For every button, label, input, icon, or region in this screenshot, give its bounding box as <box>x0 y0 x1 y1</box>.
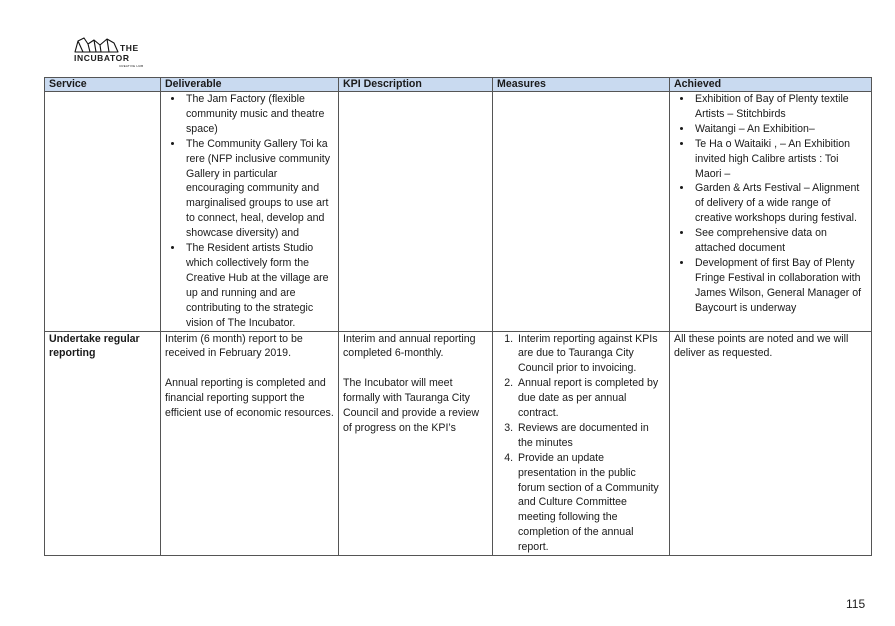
header-kpi-description: KPI Description <box>339 78 493 92</box>
row2-service: Undertake regular reporting <box>45 331 161 556</box>
row2-deliverable <box>161 331 339 556</box>
list-item: • Exhibition of Bay of Plenty textile Artists – Stitchbirds <box>693 92 867 122</box>
list-item: • Waitangi – An Exhibition– <box>693 122 867 137</box>
row2-deliverable-para: Interim (6 month) report to be received in February 2019. <box>165 332 303 360</box>
house-outline-icon <box>74 36 120 54</box>
row1-achieved-list <box>674 92 867 316</box>
row1-measures <box>493 92 670 332</box>
list-item: 2. Annual report is completed by due date as per annual contract. <box>516 376 665 421</box>
kpi-table <box>44 77 872 556</box>
row2-kpi-para: Interim and annual reporting completed 6-monthly. <box>343 332 476 360</box>
table-row <box>45 331 872 556</box>
row2-kpi-para: The Incubator will meet formally with Tauranga City Council and provide a review of progress on the KPI’s <box>343 377 480 434</box>
row1-achieved <box>670 92 872 332</box>
logo-word-incubator: INCUBATOR <box>74 53 130 63</box>
list-item: • See comprehensive data on attached document <box>693 226 867 256</box>
list-item: 1. Interim reporting against KPIs are due to Tauranga City Council prior to invoicing. <box>516 332 665 377</box>
logo-word-the: THE <box>120 43 139 53</box>
row2-measures-list <box>497 332 665 556</box>
header-measures: Measures <box>493 78 670 92</box>
row2-deliverable-para: Annual reporting is completed and financial reporting support the efficient use of economic resources. <box>165 377 334 420</box>
page-number: 115 <box>846 597 866 611</box>
list-item: • Development of first Bay of Plenty Fringe Festival in collaboration with James Wilson, General Manager of Baycourt is underway <box>693 256 867 316</box>
table-row <box>45 92 872 332</box>
header-achieved: Achieved <box>670 78 872 92</box>
list-item: • Garden & Arts Festival – Alignment of delivery of a wide range of creative workshops during festival. <box>693 181 867 226</box>
header-service: Service <box>45 78 161 92</box>
row1-deliverable <box>161 92 339 332</box>
row2-achieved: All these points are noted and we will deliver as requested. <box>670 331 872 556</box>
header-deliverable: Deliverable <box>161 78 339 92</box>
logo-tagline: CREATIVE HUB <box>119 64 144 68</box>
row2-kpi <box>339 331 493 556</box>
list-item: 3. Reviews are documented in the minutes <box>516 421 665 451</box>
incubator-logo <box>74 36 146 70</box>
list-item: • The Jam Factory (flexible community music and theatre space) <box>184 92 334 137</box>
list-item: 4. Provide an update presentation in the public forum section of a Community and Culture Committee meeting following the completion of the annual report. <box>516 451 665 555</box>
list-item: • Te Ha o Waitaiki , – An Exhibition invited high Calibre artists : Toi Maori – <box>693 137 867 182</box>
list-item: • The Community Gallery Toi ka rere (NFP inclusive community Gallery in particular encouraging community and marginalised groups to use art to connect, heal, develop and showcase diversity) and <box>184 137 334 241</box>
list-item: • The Resident artists Studio which collectively form the Creative Hub at the village are up and running and are contributing to the strategic vision of The Incubator. <box>184 241 334 330</box>
row2-measures <box>493 331 670 556</box>
row1-deliverable-list <box>165 92 334 331</box>
table-header-row <box>45 78 872 92</box>
row1-service <box>45 92 161 332</box>
row1-kpi <box>339 92 493 332</box>
